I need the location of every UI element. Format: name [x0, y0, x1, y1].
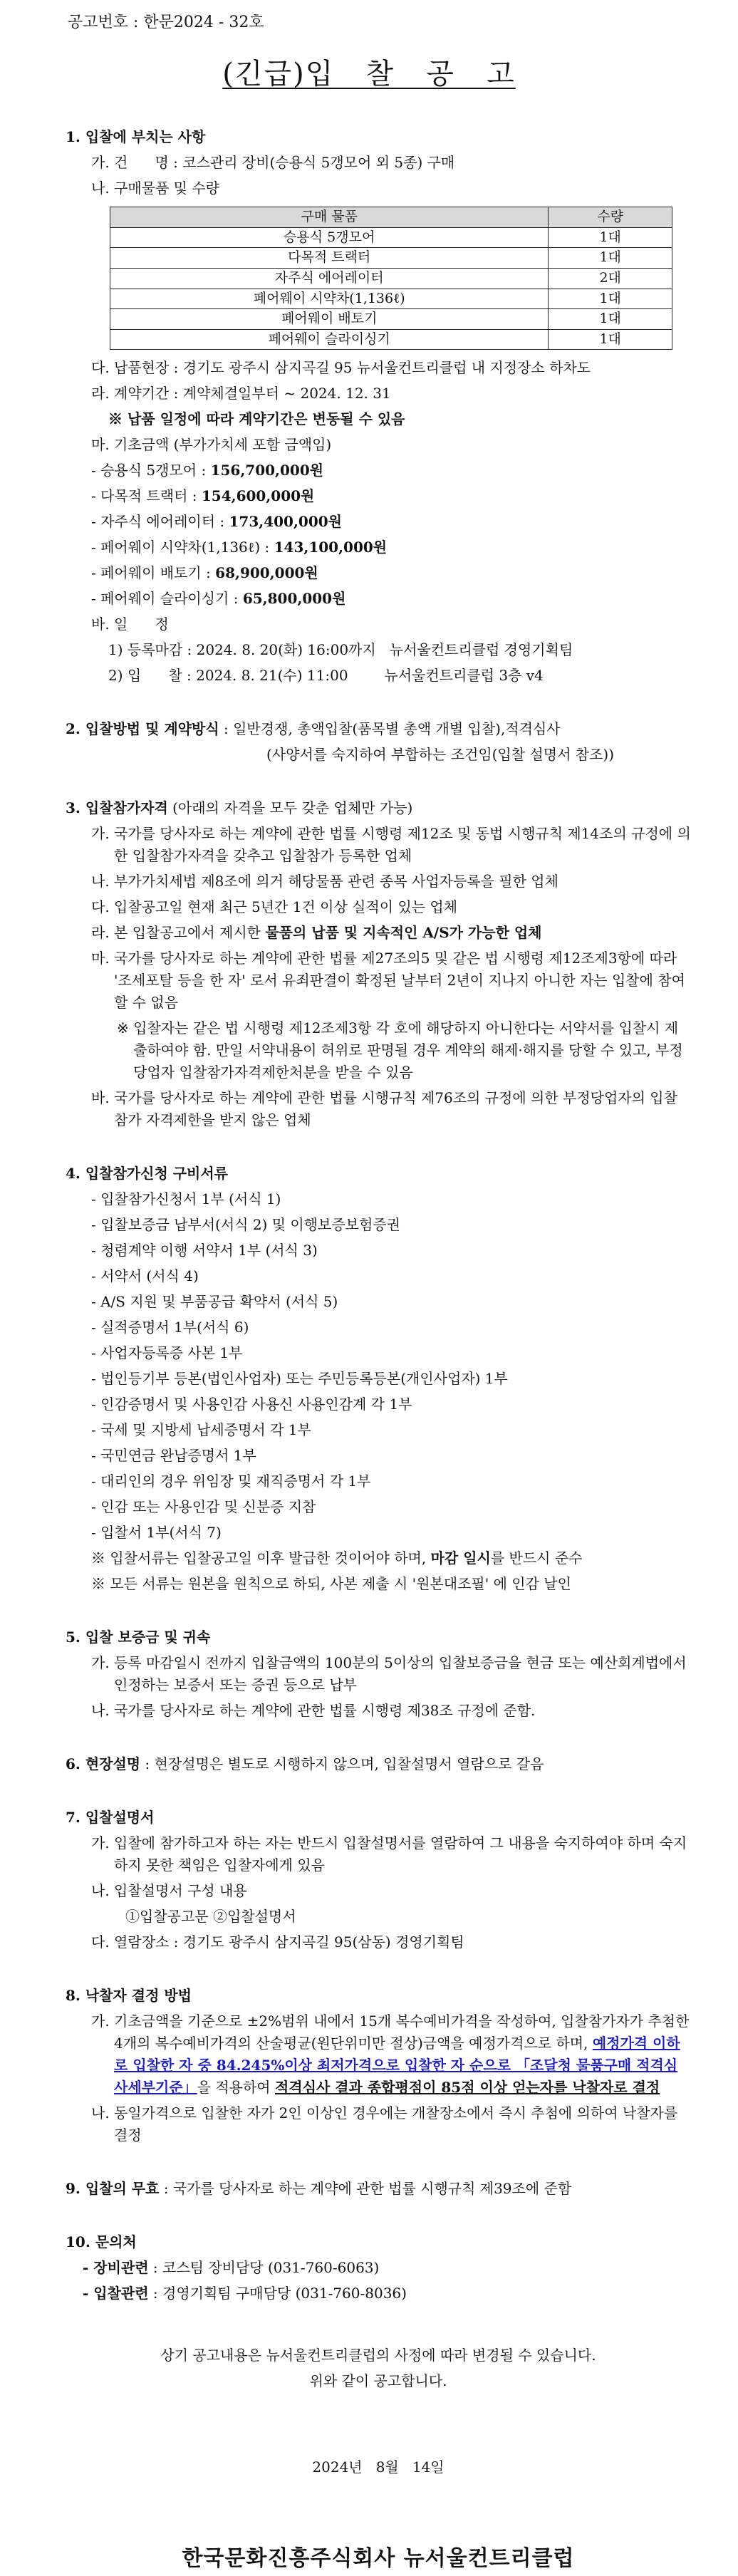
section-3-subheading: (아래의 자격을 모두 갖춘 업체만 가능)	[167, 799, 413, 817]
deposit-na	[66, 1700, 691, 1722]
list-item: - 인감 또는 사용인감 및 신분증 지참	[91, 1498, 316, 1516]
note-text: ※ 입찰서류는 입찰공고일 이후 발급한 것이어야 하며,	[91, 1549, 431, 1567]
list-item: - 서약서 (서식 4)	[91, 1267, 199, 1285]
schedule-label: 바. 일 정	[91, 616, 169, 633]
section-2-line	[66, 718, 691, 740]
title-text: (긴급)입 찰 공 고	[222, 58, 516, 90]
award-emphasis: 예정가격 이하로 입찰한 자 중 84.245%이상 최저가격으로 입찰한 자 순으로 「조달청 물품구매 적격심사세부기준」	[114, 2035, 680, 2097]
contact-equipment	[66, 2257, 691, 2279]
list-item: - 사업자등록증 사본 1부	[91, 1344, 243, 1362]
section-9-line	[66, 2178, 691, 2200]
section-6-heading: 6. 현장설명	[66, 1755, 141, 1773]
notice-body	[66, 123, 691, 2576]
section-5-heading: 5. 입찰 보증금 및 귀속	[66, 1629, 211, 1646]
row-item: 다목적 트랙터	[110, 248, 549, 269]
section-6-line	[66, 1753, 691, 1775]
marker: 바.	[91, 1089, 115, 1107]
marker: 마.	[91, 950, 115, 967]
amount-row	[66, 511, 691, 533]
amount-label: - 자주식 에어레이터 :	[91, 513, 229, 531]
qualification-ma	[66, 947, 691, 1014]
contract-period-note: ※ 납품 일정에 따라 계약기간은 변동될 수 있음	[108, 410, 405, 428]
bidding-method-note: (사양서를 숙지하여 부합하는 조건임(입찰 설명서 참조))	[266, 746, 615, 764]
table-row	[110, 268, 672, 289]
contact-label: - 입찰관련	[83, 2285, 149, 2302]
amount-label: - 페어웨이 시약차(1,136ℓ) :	[91, 539, 274, 556]
section-4-heading: 4. 입찰참가신청 구비서류	[66, 1165, 229, 1183]
documents-note-2: ※ 모든 서류는 원본을 원칙으로 하되, 사본 제출 시 '원본대조필' 에 인감 날인	[91, 1575, 571, 1593]
table-row	[110, 289, 672, 309]
list-item: - 법인등기부 등본(법인사업자) 또는 주민등록등본(개인사업자) 1부	[91, 1370, 508, 1388]
delivery-site: 다. 납품현장 : 경기도 광주시 삼지곡길 95 뉴서울컨트리클럽 내 지정장소 하차도	[91, 359, 591, 377]
amount-value: 173,400,000원	[229, 513, 342, 531]
notice-number: 공고번호 : 한문2024 - 32호	[68, 14, 264, 31]
qualification-ba	[66, 1087, 691, 1131]
contact-label: - 장비관련	[83, 2259, 149, 2277]
amount-row	[66, 588, 691, 610]
section-6	[66, 1753, 691, 1775]
list-item: - A/S 지원 및 부품공급 확약서 (서식 5)	[91, 1293, 338, 1311]
marker: 가.	[91, 1654, 115, 1672]
header-item: 구매 물품	[110, 207, 549, 228]
section-1-heading: 1. 입찰에 부치는 사항	[66, 128, 206, 145]
contact-text: : 코스팀 장비담당 (031-760-6063)	[148, 2259, 380, 2277]
manual-da: 다. 열람장소 : 경기도 광주시 삼지곡길 95(삼동) 경영기획팀	[91, 1933, 464, 1951]
table-row	[110, 227, 672, 248]
award-text: 기초금액을 기준으로 ±2%범위 내에서 15개 복수예비가격을 작성하여, 입찰참가자가 추첨한 4개의 복수예비가격의 산술평균(원단위미만 절상)금액을 예정가격으로 하며,	[114, 2012, 690, 2052]
qualification-na	[66, 871, 691, 893]
section-4	[66, 1163, 691, 1595]
site-briefing-text: : 현장설명은 별도로 시행하지 않으며, 입찰설명서 열람으로 갈음	[140, 1755, 544, 1773]
award-text: 동일가격으로 입찰한 자가 2인 이상인 경우에는 개찰장소에서 즉시 추첨에 의하여 낙찰자를 결정	[114, 2104, 678, 2144]
amount-row	[66, 459, 691, 482]
amount-label: - 승용식 5갱모어 :	[91, 462, 211, 479]
contact-text: : 경영기획팀 구매담당 (031-760-8036)	[148, 2285, 407, 2302]
row-item: 승용식 5갱모어	[110, 227, 549, 248]
row-qty: 1대	[549, 289, 672, 309]
section-7-heading: 7. 입찰설명서	[66, 1809, 155, 1827]
list-item: - 국세 및 지방세 납세증명서 각 1부	[91, 1421, 311, 1439]
note-text: 를 반드시 준수	[490, 1549, 583, 1567]
section-10	[66, 2231, 691, 2305]
list-item: - 입찰참가신청서 1부 (서식 1)	[91, 1190, 281, 1208]
qualification-note: 입찰자는 같은 법 시행령 제12조제3항 각 호에 해당하지 아니한다는 서약서를 입찰시 제출하여야 함. 만일 서약내용이 허위로 판명될 경우 계약의 해제·해지를 당할 수 있고, 부정당업자 입찰참가자격제한처분을 받을 수 있음	[133, 1019, 683, 1081]
section-5	[66, 1626, 691, 1722]
contact-bidding	[66, 2282, 691, 2305]
documents-note-1	[66, 1547, 691, 1569]
qualification-text: 국가를 당사자로 하는 계약에 관한 법률 제27조의5 및 같은 법 시행령 제12조제3항에 따라 '조세포탈 등을 한 자' 로서 유죄판결이 확정된 날부터 2년이 지나지 아니한 자는 입찰에 참여할 수 없음	[114, 950, 685, 1012]
closing-line-1: 상기 공고내용은 뉴서울컨트리클럽의 사정에 따라 변경될 수 있습니다.	[160, 2347, 596, 2364]
qualification-emphasis: 물품의 납품 및 지속적인 A/S가 가능한 업체	[265, 924, 542, 942]
list-item: - 입찰보증금 납부서(서식 2) 및 이행보증보험증권	[91, 1216, 400, 1234]
bidding-method: : 일반경쟁, 총액입찰(품목별 총액 개별 입찰),적격심사	[219, 720, 561, 738]
amount-value: 68,900,000원	[215, 564, 318, 582]
table-row	[110, 329, 672, 350]
list-item: - 입찰서 1부(서식 7)	[91, 1524, 222, 1542]
organization-name: 한국문화진흥주식회사 뉴서울컨트리클럽	[182, 2546, 575, 2572]
row-qty: 1대	[549, 227, 672, 248]
closing-block	[66, 2344, 691, 2392]
row-item: 자주식 에어레이터	[110, 268, 549, 289]
section-8-heading: 8. 낙찰자 결정 방법	[66, 1987, 192, 2005]
qualification-text: 국가를 당사자로 하는 계약에 관한 법률 시행령 제12조 및 동법 시행규칙 제14조의 규정에 의한 입찰참가자격을 갖추고 입찰참가 등록한 업체	[114, 825, 691, 865]
manual-text: 입찰에 참가하고자 하는 자는 반드시 입찰설명서를 열람하여 그 내용을 숙지하여야 하며 숙지하지 못한 책임은 입찰자에게 있음	[114, 1834, 687, 1874]
qualification-text: 국가를 당사자로 하는 계약에 관한 법률 시행규칙 제76조의 규정에 의한 부정당업자의 입찰 참가 자격제한을 받지 않은 업체	[114, 1089, 677, 1129]
qualification-text: 입찰공고일 현재 최근 5년간 1건 이상 실적이 있는 업체	[114, 898, 458, 916]
section-3-line	[66, 797, 691, 819]
manual-contents: ①입찰공고문 ②입찰설명서	[125, 1908, 296, 1926]
amount-label: - 페어웨이 슬라이싱기 :	[91, 590, 243, 608]
amount-value: 154,600,000원	[201, 487, 315, 505]
award-emphasis: 적격심사 결과 종합평점이 85점 이상 얻는자를 낙찰자로 결정	[274, 2079, 660, 2097]
qualification-text: 본 입찰공고에서 제시한	[114, 924, 266, 942]
section-7	[66, 1807, 691, 1953]
notice-date: 2024년 8월 14일	[312, 2458, 445, 2476]
section-9	[66, 2178, 691, 2200]
deposit-ga	[66, 1652, 691, 1696]
marker: ※	[117, 1019, 134, 1037]
page-title	[0, 51, 738, 92]
award-text: 을 적용하여	[197, 2079, 275, 2097]
section-2	[66, 718, 691, 766]
qualification-text: 부가가치세법 제8조에 의거 해당물품 관련 종목 사업자등록을 필한 업체	[114, 873, 558, 890]
amount-row	[66, 562, 691, 584]
amount-label: - 페어웨이 배토기 :	[91, 564, 216, 582]
row-item: 페어웨이 슬라이싱기	[110, 329, 549, 350]
base-amount-label: 마. 기초금액 (부가가치세 포함 금액임)	[91, 436, 332, 454]
closing-line-2: 위와 같이 공고합니다.	[309, 2372, 447, 2390]
qualification-ma-note	[66, 1017, 691, 1084]
section-3	[66, 797, 691, 1131]
table-row	[110, 248, 672, 269]
amount-row	[66, 485, 691, 507]
award-ga	[66, 2010, 691, 2099]
qualification-ga	[66, 823, 691, 867]
table-row	[110, 309, 672, 330]
contract-period: 라. 계약기간 : 계약체결일부터 ~ 2024. 12. 31	[91, 385, 391, 402]
header-qty: 수량	[549, 207, 672, 228]
list-item: - 인감증명서 및 사용인감 사용신 사용인감계 각 1부	[91, 1396, 412, 1413]
marker: 다.	[91, 898, 115, 916]
row-item: 페어웨이 시약차(1,136ℓ)	[110, 289, 549, 309]
section-8	[66, 1985, 691, 2146]
marker: 가.	[91, 2012, 115, 2030]
manual-ga	[66, 1832, 691, 1876]
marker: 나.	[91, 873, 115, 890]
row-item: 페어웨이 배토기	[110, 309, 549, 330]
list-item: - 청렴계약 이행 서약서 1부 (서식 3)	[91, 1242, 318, 1260]
row-qty: 1대	[549, 329, 672, 350]
items-quantity-label: 나. 구매물품 및 수량	[91, 180, 219, 197]
amount-value: 143,100,000원	[274, 539, 388, 556]
item-name	[66, 152, 691, 174]
schedule-registration: 1) 등록마감 : 2024. 8. 20(화) 16:00까지 뉴서울컨트리클럽 경영기획팀	[108, 641, 573, 659]
marker: 가.	[91, 825, 115, 843]
item-name-label: 가. 건 명 :	[91, 154, 183, 171]
schedule-bidding: 2) 입 찰 : 2024. 8. 21(수) 11:00 뉴서울컨트리클럽 3층 v4	[108, 667, 544, 685]
item-name-value: 코스관리 장비(승용식 5갱모어 외 5종) 구매	[182, 154, 455, 171]
qualification-da	[66, 896, 691, 918]
list-item: - 대리인의 경우 위임장 및 재직증명서 각 1부	[91, 1473, 371, 1490]
row-qty: 1대	[549, 309, 672, 330]
qualification-ra	[66, 922, 691, 944]
amount-value: 156,700,000원	[210, 462, 324, 479]
marker: 가.	[91, 1834, 115, 1852]
marker: 나.	[91, 1702, 115, 1720]
section-1	[66, 126, 691, 687]
section-9-heading: 9. 입찰의 무효	[66, 2180, 160, 2198]
amount-label: - 다목적 트랙터 :	[91, 487, 202, 505]
row-qty: 2대	[549, 268, 672, 289]
award-na	[66, 2102, 691, 2146]
items-table-header	[110, 207, 672, 228]
invalid-bid-text: : 국가를 당사자로 하는 계약에 관한 법률 시행규칙 제39조에 준함	[159, 2180, 572, 2198]
deposit-text: 등록 마감일시 전까지 입찰금액의 100분의 5이상의 입찰보증금을 현금 또는 예산회계법에서 인정하는 보증서 또는 증권 등으로 납부	[114, 1654, 687, 1694]
note-emphasis: 마감 일시	[430, 1549, 491, 1567]
marker: 나.	[91, 2104, 115, 2122]
section-2-heading: 2. 입찰방법 및 계약방식	[66, 720, 219, 738]
list-item: - 국민연금 완납증명서 1부	[91, 1447, 256, 1465]
items-table	[110, 207, 672, 350]
amount-row	[66, 536, 691, 559]
list-item: - 실적증명서 1부(서식 6)	[91, 1319, 249, 1336]
deposit-text: 국가를 당사자로 하는 계약에 관한 법률 시행령 제38조 규정에 준함.	[114, 1702, 536, 1720]
section-10-heading: 10. 문의처	[66, 2233, 137, 2251]
marker: 라.	[91, 924, 115, 942]
section-3-heading: 3. 입찰참가자격	[66, 799, 168, 817]
manual-na: 나. 입찰설명서 구성 내용	[91, 1882, 247, 1900]
row-qty: 1대	[549, 248, 672, 269]
amount-value: 65,800,000원	[242, 590, 346, 608]
